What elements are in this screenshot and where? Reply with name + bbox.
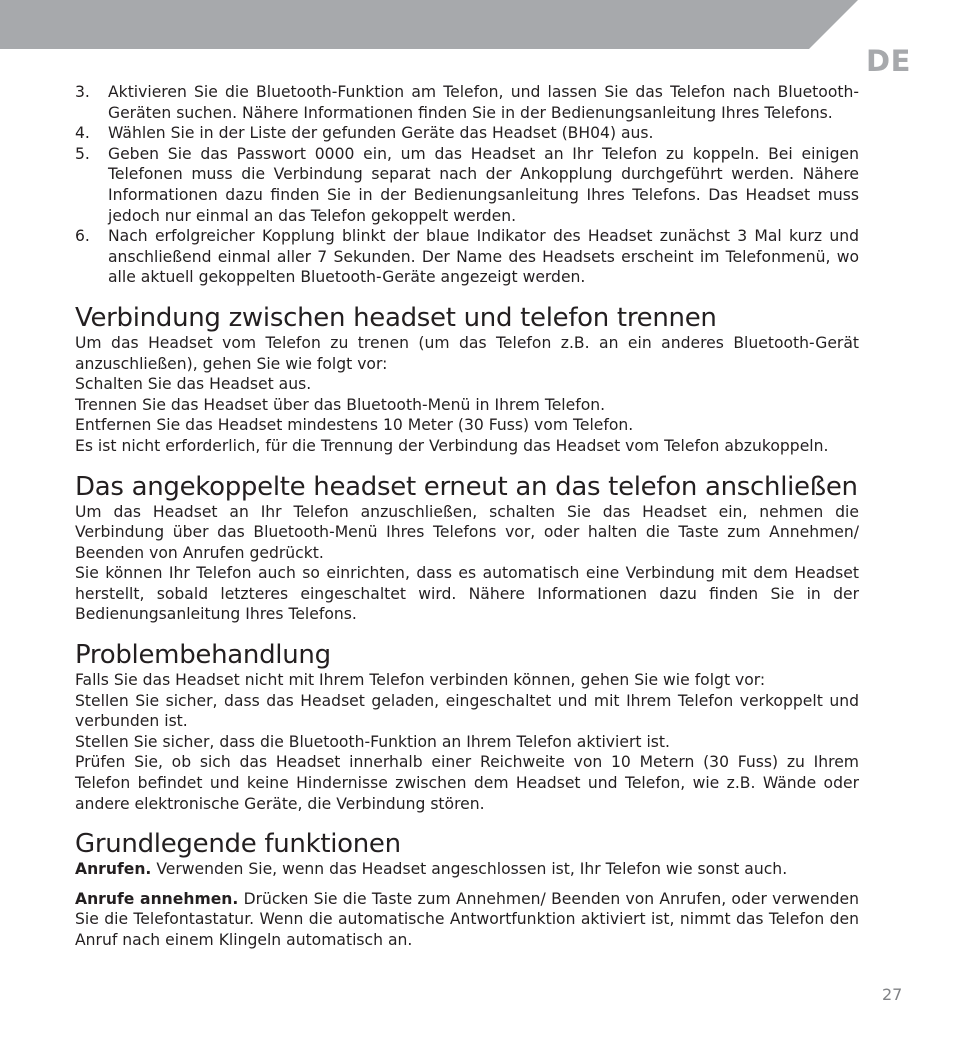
term-label: Anrufe annehmen. bbox=[75, 889, 239, 908]
list-item bbox=[75, 144, 859, 226]
section-title-basic-functions: Grundlegende funktionen bbox=[75, 829, 401, 860]
section-title-disconnect: Verbindung zwischen headset und telefon trennen bbox=[75, 302, 717, 333]
pairing-steps bbox=[75, 82, 859, 288]
step-number: 3. bbox=[75, 83, 90, 101]
step-text: Wählen Sie in der Liste der gefunden Geräte das Headset (BH04) aus. bbox=[108, 124, 654, 143]
term-label: Anrufen. bbox=[75, 860, 152, 879]
paragraph: Um das Headset vom Telefon zu trenen (um das Telefon z.B. an ein anderes Bluetooth-Gerät anzuschließen), gehen Sie wie folgt vor: bbox=[75, 333, 859, 373]
section-title-reconnect: Das angekoppelte headset erneut an das telefon anschließen bbox=[75, 471, 858, 502]
step-number: 5. bbox=[75, 144, 90, 163]
step-text: Geben Sie das Passwort 0000 ein, um das Headset an Ihr Telefon zu koppeln. Bei einigen Telefonen muss die Verbindung separat nach der Ankopplung durchgeführt werden. Nähere Informationen dazu finden Sie in der Bedienungsanleitung Ihres Telefons. Das Headset muss jedoch nur einmal an das Telefon gekoppelt werden. bbox=[108, 144, 859, 225]
term-text: Verwenden Sie, wenn das Headset angeschlossen ist, Ihr Telefon wie sonst auch. bbox=[151, 860, 788, 879]
paragraph-calls bbox=[75, 859, 859, 880]
paragraph: Sie können Ihr Telefon auch so einrichten, dass es automatisch eine Verbindung mit dem Headset herstellt, sobald letzteres eingeschaltet wird. Nähere Informationen dazu finden Sie in der Bedienungsanleitung Ihres Telefons. bbox=[75, 564, 859, 624]
paragraph-answer bbox=[75, 889, 859, 951]
step-number: 6. bbox=[75, 227, 90, 246]
paragraph: Schalten Sie das Headset aus. bbox=[75, 375, 312, 394]
paragraph: Stellen Sie sicher, dass das Headset geladen, eingeschaltet und mit Ihrem Telefon verkoppelt und verbunden ist. bbox=[75, 691, 859, 731]
section-title-troubleshooting: Problembehandlung bbox=[75, 640, 331, 671]
page-content bbox=[75, 82, 859, 951]
paragraph: Trennen Sie das Headset über das Bluetooth-Menü in Ihrem Telefon. bbox=[75, 395, 606, 414]
paragraph: Prüfen Sie, ob sich das Headset innerhalb einer Reichweite von 10 Metern (30 Fuss) zu Ihrem Telefon befindet und keine Hindernisse zwischen dem Headset und Telefon, wie z.B. Wände oder andere elektronische Geräte, die Verbindung stören. bbox=[75, 753, 859, 813]
step-text: Aktivieren Sie die Bluetooth-Funktion am Telefon, und lassen Sie das Telefon nach Bluetooth-Geräten suchen. Nähere Informationen finden Sie in der Bedienungsanleitung Ihres Telefons. bbox=[108, 83, 859, 122]
paragraph: Falls Sie das Headset nicht mit Ihrem Telefon verbinden können, gehen Sie wie folgt vor: bbox=[75, 671, 766, 690]
paragraph: Stellen Sie sicher, dass die Bluetooth-Funktion an Ihrem Telefon aktiviert ist. bbox=[75, 732, 670, 751]
language-tab: DE bbox=[866, 44, 911, 78]
header-bar bbox=[0, 0, 858, 49]
list-item bbox=[75, 82, 859, 123]
page-number: 27 bbox=[882, 985, 903, 1004]
step-text: Nach erfolgreicher Kopplung blinkt der blaue Indikator des Headset zunächst 3 Mal kurz und anschließend einmal aller 7 Sekunden. Der Name des Headsets erscheint im Telefonmenü, wo alle aktuell gekoppelten Bluetooth-Geräte angezeigt werden. bbox=[108, 227, 859, 287]
paragraph: Um das Headset an Ihr Telefon anzuschließen, schalten Sie das Headset ein, nehmen die Verbindung über das Bluetooth-Menü Ihres Telefons vor, oder halten die Taste zum Annehmen/ Beenden von Anrufen gedrückt. bbox=[75, 502, 859, 562]
step-number: 4. bbox=[75, 124, 90, 143]
list-item bbox=[75, 226, 859, 288]
paragraph: Entfernen Sie das Headset mindestens 10 Meter (30 Fuss) vom Telefon. bbox=[75, 416, 634, 435]
paragraph: Es ist nicht erforderlich, für die Trennung der Verbindung das Headset vom Telefon abzukoppeln. bbox=[75, 436, 829, 455]
list-item bbox=[75, 123, 859, 144]
term-text: Drücken Sie die Taste zum Annehmen/ Beenden von Anrufen, oder verwenden Sie die Telefontastatur. Wenn die automatische Antwortfunktion aktiviert ist, nimmt das Telefon den Anruf nach einem Klingeln automatisch an. bbox=[75, 889, 859, 949]
